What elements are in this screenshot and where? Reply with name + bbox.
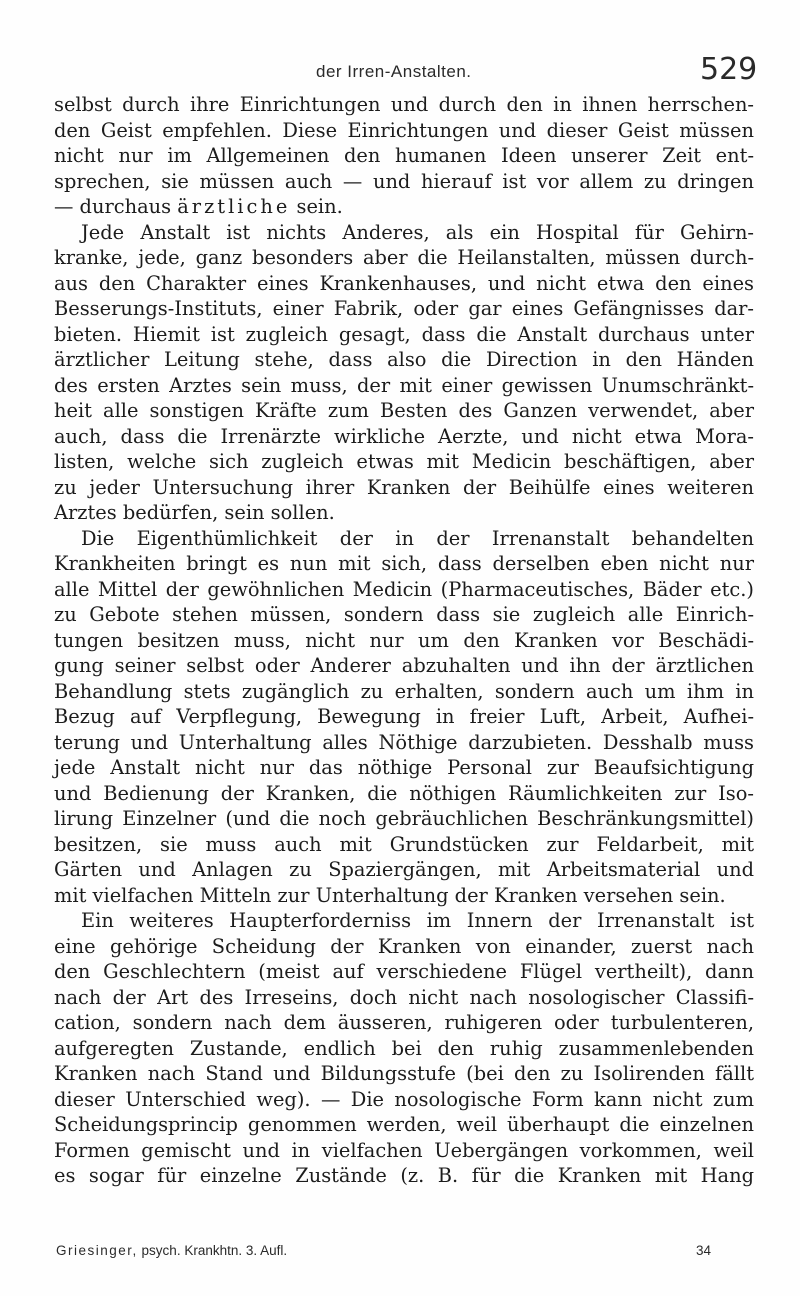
text-line: Kranken nach Stand und Bildungsstufe (bei den zu Isolirenden fällt: [54, 1062, 754, 1085]
text-line: den Geist empfehlen. Diese Einrichtungen und dieser Geist müssen: [54, 118, 754, 142]
text-line: nach der Art des Irreseins, doch nicht nach nosologischer Classifi-: [54, 985, 754, 1009]
text-line: tungen besitzen muss, nicht nur um den Kranken vor Beschädi-: [54, 628, 754, 652]
paragraph-last-line: mit vielfachen Mitteln zur Unterhaltung der Kranken versehen sein.: [54, 883, 726, 907]
text-line: Bezug auf Verpflegung, Bewegung in freier Luft, Arbeit, Aufhei-: [54, 705, 754, 728]
text-line: gung seiner selbst oder Anderer abzuhalten und ihn der ärztlichen: [54, 654, 754, 677]
text-line: dieser Unterschied weg). — Die nosologische Form kann nicht zum: [54, 1087, 754, 1111]
text-line: ärztlicher Leitung stehe, dass also die Direction in den Händen: [54, 348, 754, 371]
emphasized-word: ärztliche: [177, 195, 291, 218]
paragraph-first-line: Die Eigenthümlichkeit der in der Irrenanstalt behandelten: [81, 526, 754, 550]
text-line: nicht nur im Allgemeinen den humanen Ideen unserer Zeit ent-: [54, 144, 754, 167]
text-line: aufgeregten Zustande, endlich bei den ruhig zusammenlebenden: [54, 1036, 754, 1060]
signature-line: [56, 1243, 712, 1258]
text-line: bieten. Hiemit ist zugleich gesagt, dass die Anstalt durchaus unter: [54, 322, 754, 346]
text-line: Krankheiten bringt es nun mit sich, dass derselben eben nicht nur: [54, 552, 754, 575]
text-line: eine gehörige Scheidung der Kranken von einander, zuerst nach: [54, 934, 754, 958]
text-line: Gärten und Anlagen zu Spaziergängen, mit Arbeitsmaterial und: [54, 858, 754, 881]
text-line: Besserungs-Instituts, einer Fabrik, oder gar eines Gefängnisses dar-: [54, 297, 754, 320]
text-line: listen, welche sich zugleich etwas mit Medicin beschäftigen, aber: [54, 450, 754, 473]
body-text: [54, 92, 754, 1189]
text-line: es sogar für einzelne Zustände (z. B. für die Kranken mit Hang: [54, 1164, 754, 1187]
text-line: Formen gemischt und in vielfachen Uebergängen vorkommen, weil: [54, 1138, 754, 1162]
text-line: aus den Charakter eines Krankenhauses, und nicht etwa den eines: [54, 271, 754, 295]
text-line: zu Gebote stehen müssen, sondern dass sie zugleich alle Einrich-: [54, 603, 754, 626]
author-name: Griesinger,: [56, 1243, 138, 1258]
text-line: des ersten Arztes sein muss, der mit einer gewissen Unumschränkt-: [54, 373, 754, 397]
text-line: kranke, jede, ganz besonders aber die Heilanstalten, müssen durch-: [54, 246, 754, 269]
text-line: heit alle sonstigen Kräfte zum Besten des Ganzen verwendet, aber: [54, 399, 754, 422]
page-number: 529: [700, 52, 758, 87]
text-line: und Bedienung der Kranken, die nöthigen Räumlichkeiten zur Iso-: [54, 781, 754, 805]
text-line: den Geschlechtern (meist auf verschiedene Flügel vertheilt), dann: [54, 960, 754, 983]
paragraph-last-line: Arztes bedürfen, sein sollen.: [54, 501, 335, 524]
sheet-signature: 34: [696, 1243, 712, 1258]
text-line: lirung Einzelner (und die noch gebräuchlichen Beschränkungsmittel): [54, 807, 754, 830]
book-title: psych. Krankhtn. 3. Aufl.: [141, 1243, 288, 1258]
text-line: alle Mittel der gewöhnlichen Medicin (Pharmaceutisches, Bäder etc.): [54, 577, 754, 601]
text-line: zu jeder Untersuchung ihrer Kranken der Beihülfe eines weiteren: [54, 475, 754, 499]
text-line: jede Anstalt nicht nur das nöthige Personal zur Beaufsichtigung: [54, 756, 754, 779]
text-fragment: — durchaus: [54, 195, 172, 218]
paragraph-first-line: Jede Anstalt ist nichts Anderes, als ein Hospital für Gehirn-: [81, 220, 754, 244]
text-line: terung und Unterhaltung alles Nöthige darzubieten. Desshalb muss: [54, 730, 754, 754]
text-line: selbst durch ihre Einrichtungen und durch den in ihnen herrschen-: [54, 93, 754, 116]
text-line: Scheidungsprincip genommen werden, weil überhaupt die einzelnen: [54, 1113, 754, 1136]
text-fragment: sein.: [296, 195, 343, 218]
text-line: besitzen, sie muss auch mit Grundstücken zur Feldarbeit, mit: [54, 832, 754, 856]
text-line: sprechen, sie müssen auch — und hierauf ist vor allem zu dringen: [54, 169, 754, 193]
text-line: auch, dass die Irrenärzte wirkliche Aerzte, und nicht etwa Mora-: [54, 424, 754, 448]
text-line: [54, 194, 754, 220]
running-title: der Irren-Anstalten.: [316, 62, 472, 81]
text-line: Behandlung stets zugänglich zu erhalten, sondern auch um ihm in: [54, 679, 754, 703]
text-line: cation, sondern nach dem äusseren, ruhigeren oder turbulenteren,: [54, 1011, 754, 1034]
paragraph-first-line: Ein weiteres Haupterforderniss im Innern der Irrenanstalt ist: [81, 909, 754, 932]
